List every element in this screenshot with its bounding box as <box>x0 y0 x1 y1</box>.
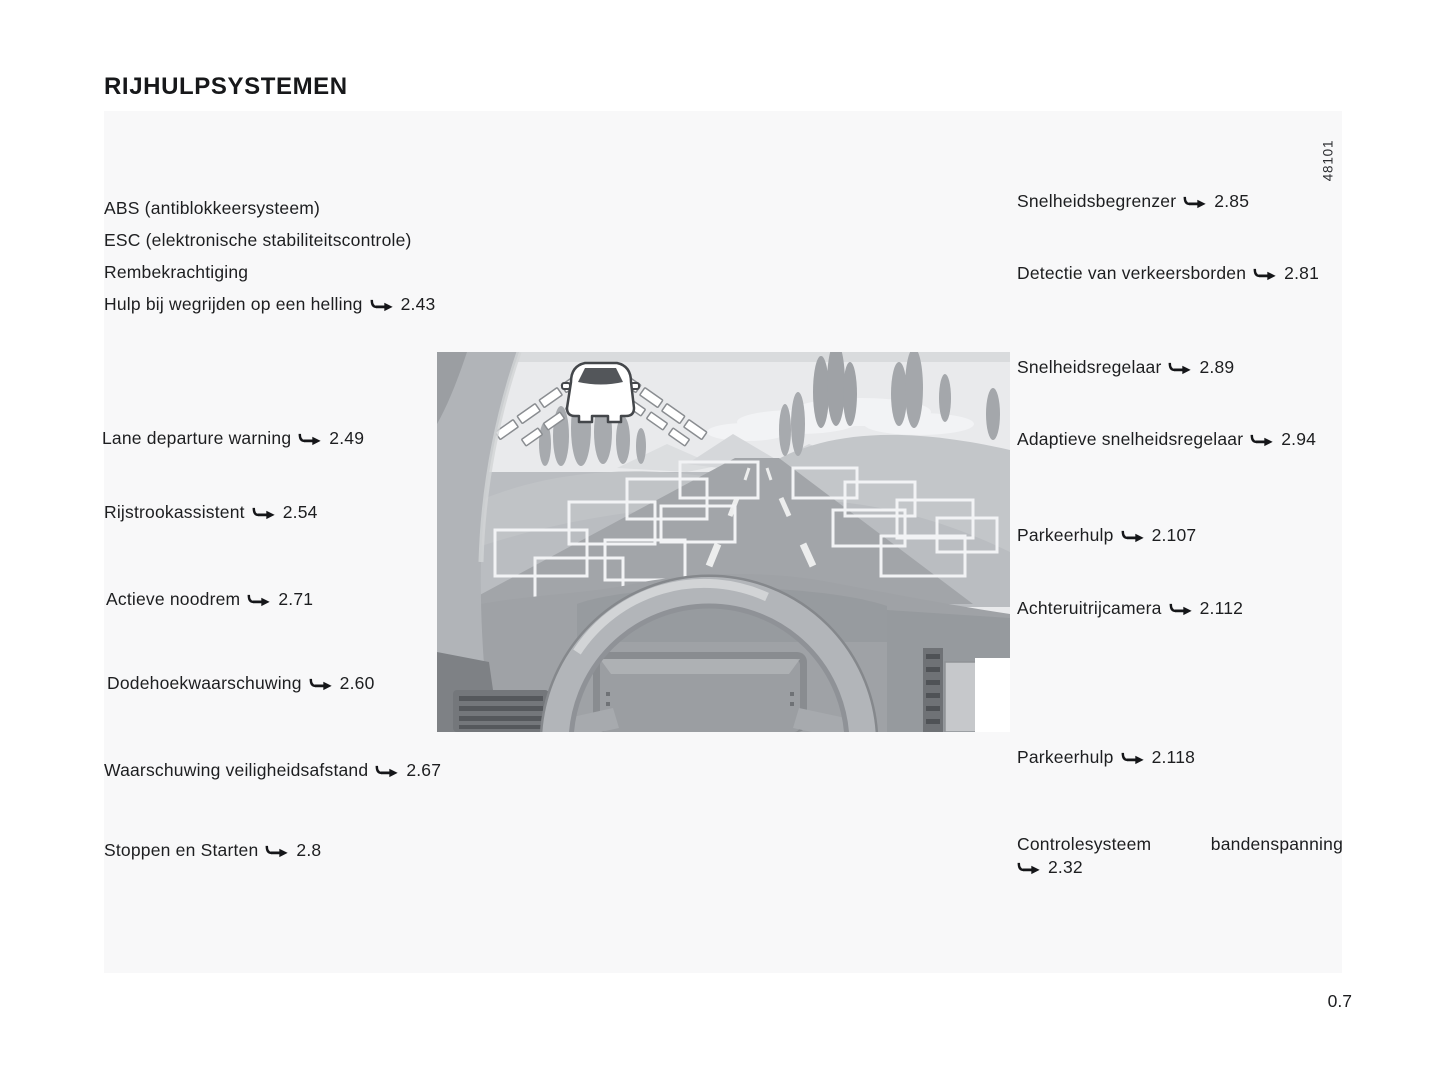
feature-label-verkeersborden <box>1017 262 1319 284</box>
page-ref-number: 2.67 <box>406 760 442 780</box>
page-ref-arrow-icon <box>1169 603 1193 616</box>
feature-label-abs <box>104 197 320 219</box>
page-ref-arrow-icon <box>370 299 394 312</box>
page-ref-arrow-icon <box>247 594 271 607</box>
page-ref-arrow-icon <box>298 433 322 446</box>
feature-label-snelheidsbegrenzer <box>1017 190 1249 212</box>
feature-label-dodehoek <box>107 672 375 694</box>
windshield-scene <box>437 352 1010 732</box>
page-ref-arrow-icon <box>1121 530 1145 543</box>
feature-label-rembekrachtiging <box>104 261 248 283</box>
page-ref-number: 2.60 <box>339 673 375 693</box>
feature-label-stop-start <box>104 839 321 861</box>
feature-label-text: Adaptieve snelheidsregelaar <box>1017 429 1244 449</box>
center-display <box>945 662 979 732</box>
image-notch <box>975 658 1010 732</box>
page-ref-arrow-icon <box>1253 268 1277 281</box>
feature-label-text: Lane departure warning <box>102 428 292 448</box>
page-ref-number: 2.89 <box>1199 357 1235 377</box>
feature-label-text: Snelheidsbegrenzer <box>1017 191 1177 211</box>
feature-label-lane-departure <box>102 427 364 449</box>
feature-label-text: Rembekrachtiging <box>104 262 249 282</box>
feature-label-text: Waarschuwing veiligheidsafstand <box>104 760 369 780</box>
illustration <box>437 352 1010 732</box>
page-ref-number: 2.118 <box>1151 747 1196 767</box>
feature-label-text: Parkeerhulp <box>1017 747 1114 767</box>
page-ref-number: 2.85 <box>1214 191 1250 211</box>
page-title: RIJHULPSYSTEMEN <box>104 73 348 101</box>
page-ref-number: 2.94 <box>1281 429 1317 449</box>
page-ref-number: 2.8 <box>296 840 322 860</box>
page-ref-arrow-icon <box>1168 362 1192 375</box>
page-ref-arrow-icon <box>309 678 333 691</box>
feature-label-text: Detectie van verkeersborden <box>1017 263 1247 283</box>
feature-label-text: Rijstrookassistent <box>104 502 245 522</box>
page-ref-arrow-icon <box>1250 434 1274 447</box>
page-ref-number: 2.32 <box>1048 857 1083 877</box>
feature-label-text: Achteruitrijcamera <box>1017 598 1162 618</box>
feature-label-text: Parkeerhulp <box>1017 525 1114 545</box>
page-ref-number: 2.54 <box>282 502 318 522</box>
feature-label-rijstrookassistent <box>104 501 318 523</box>
feature-label-parkeerhulp-1 <box>1017 524 1196 546</box>
page-ref-number: 2.49 <box>329 428 365 448</box>
feature-label-text: Snelheidsregelaar <box>1017 357 1162 377</box>
page-ref-arrow-icon <box>1183 196 1207 209</box>
feature-label-bandenspanning <box>1017 833 1343 878</box>
instrument-cluster <box>593 652 807 732</box>
feature-label-text: Actieve noodrem <box>106 589 241 609</box>
feature-label-text: ABS (antiblokkeersysteem) <box>104 198 321 218</box>
page-ref-arrow-icon <box>265 845 289 858</box>
page-number: 0.7 <box>1327 991 1352 1011</box>
feature-label-text: Stoppen en Starten <box>104 840 259 860</box>
page-ref-number: 2.81 <box>1284 263 1320 283</box>
feature-label-adaptieve-regelaar <box>1017 428 1316 450</box>
feature-label-text: Dodehoekwaarschuwing <box>107 673 302 693</box>
feature-label-snelheidsregelaar <box>1017 356 1234 378</box>
page-ref-number: 2.71 <box>278 589 314 609</box>
page-ref-number: 2.43 <box>400 294 436 314</box>
page-ref-arrow-icon <box>1017 862 1041 875</box>
feature-label-hill-start <box>104 293 435 315</box>
page-ref-arrow-icon <box>252 507 276 520</box>
feature-label-veiligheidsafstand <box>104 759 441 781</box>
feature-label-text: Hulp bij wegrijden op een helling <box>104 294 363 314</box>
feature-label-esc <box>104 229 412 251</box>
air-vent-left <box>453 690 549 732</box>
feature-label-text: Controlesysteem bandenspanning <box>1017 834 1343 854</box>
page-ref-number: 2.107 <box>1151 525 1197 545</box>
car-icon <box>562 363 639 422</box>
page-ref-arrow-icon <box>375 765 399 778</box>
feature-label-actieve-noodrem <box>106 588 313 610</box>
page-ref-arrow-icon <box>1121 752 1145 765</box>
feature-label-text: ESC (elektronische stabiliteitscontrole) <box>104 230 412 250</box>
page-ref-number: 2.112 <box>1199 598 1244 618</box>
feature-label-achteruitrijcamera <box>1017 597 1243 619</box>
illustration-code: 48101 <box>1320 139 1336 182</box>
feature-label-parkeerhulp-2 <box>1017 746 1195 768</box>
